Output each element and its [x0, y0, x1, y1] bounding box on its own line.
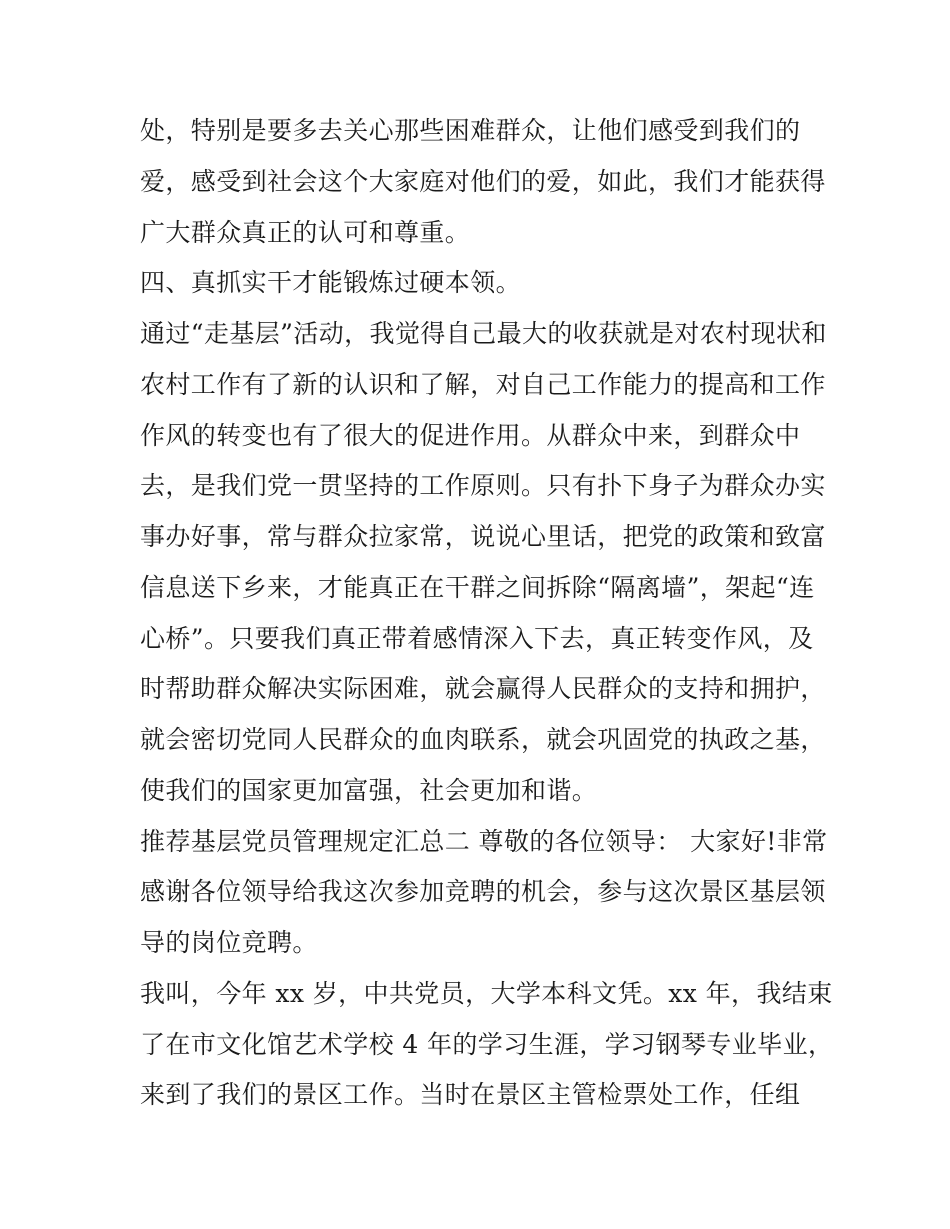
text-line: 处，特别是要多去关心那些困难群众，让他们感受到我们的 — [140, 116, 801, 145]
text-line: 导的岗位竞聘。 — [140, 928, 318, 957]
text-line: 推荐基层党员管理规定汇总二 尊敬的各位领导： 大家好!非常 — [140, 826, 828, 856]
text-line: 广大群众真正的认可和尊重。 — [140, 217, 471, 247]
text-line: 了在市文化馆艺术学校 4 年的学习生涯，学习钢琴专业毕业， — [140, 1029, 834, 1059]
text-line: 通过“走基层”活动，我觉得自己最大的收获就是对农村现状和 — [140, 319, 827, 348]
text-line: 作风的转变也有了很大的促进作用。从群众中来，到群众中 — [140, 420, 801, 450]
text-line: 事办好事，常与群众拉家常，说说心里话，把党的政策和致富 — [140, 522, 826, 551]
text-line: 感谢各位领导给我这次参加竞聘的机会，参与这次景区基层领 — [140, 877, 826, 907]
text-line: 农村工作有了新的认识和了解，对自己工作能力的提高和工作 — [140, 369, 826, 399]
text-line: 心桥”。只要我们真正带着感情深入下去，真正转变作风，及 — [140, 623, 814, 653]
section-heading: 四、真抓实干才能锻炼过硬本领。 — [140, 268, 522, 298]
text-line: 就会密切党同人民群众的血肉联系，就会巩固党的执政之基， — [140, 725, 826, 754]
text-line: 信息送下乡来，才能真正在干群之间拆除“隔离墙”，架起“连 — [140, 572, 815, 602]
text-line: 我叫，今年 xx 岁，中共党员，大学本科文凭。xx 年，我结束 — [140, 978, 833, 1008]
text-line: 时帮助群众解决实际困难，就会赢得人民群众的支持和拥护， — [140, 674, 826, 704]
text-line: 去，是我们党一贯坚持的工作原则。只有扑下身子为群众办实 — [140, 471, 826, 501]
document-body — [140, 106, 834, 1121]
text-line: 爱，感受到社会这个大家庭对他们的爱，如此，我们才能获得 — [140, 166, 826, 196]
text-line: 来到了我们的景区工作。当时在景区主管检票处工作，任组 — [140, 1080, 801, 1110]
text-line: 使我们的国家更加富强，社会更加和谐。 — [140, 775, 598, 805]
